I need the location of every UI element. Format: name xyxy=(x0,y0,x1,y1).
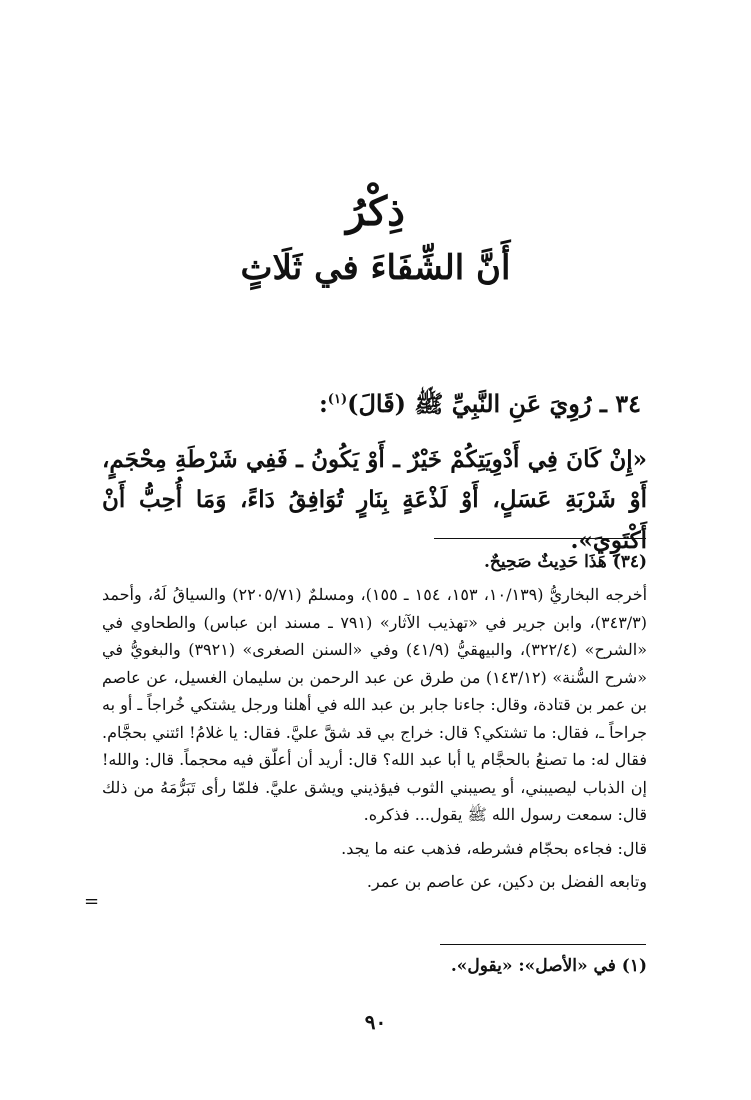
hadith-grade: (٣٤) هَذَا حَدِيثٌ صَحِيحٌ. xyxy=(483,552,647,572)
hadith-intro-colon: : xyxy=(318,389,328,418)
chapter-heading-line-2: أَنَّ الشِّفَاءَ في ثَلَاثٍ xyxy=(240,248,511,288)
hadith-intro-text: ٣٤ ـ رُوِيَ عَنِ النَّبِيِّ ﷺ (قَالَ) xyxy=(347,389,641,418)
hadith-intro xyxy=(81,388,641,419)
commentary xyxy=(102,548,647,896)
footnote: (١) في «الأصل»: «يقول». xyxy=(450,956,647,976)
footnote-reference: (١) xyxy=(327,392,348,407)
commentary-paragraph: وتابعه الفضل بن دكين، عن عاصم بن عمر. xyxy=(366,872,647,892)
footnote-divider xyxy=(440,944,646,945)
page-number: ٩٠ xyxy=(364,1010,387,1034)
commentary-paragraph: أخرجه البخاريُّ (١٠/١٣٩، ١٥٣، ١٥٤ ـ ١٥٥)، ومسلمٌ (٢٢٠٥/٧١) والسياقُ لَهُ، وأحمد (٣٤٣/٣)، وابن جرير في «تهذيب الآثار» (٧٩١ ـ مسند ابن عباس) والطحاوي في «الشرح» (٣٢٢/٤)، والبيهقيُّ (٤١/٩) وفي «السنن الصغرى» (٣٩٢١) والبغويُّ في «شرح السُّنة» (١٤٣/١٢) من طرق عن عبد الرحمن بن سليمان الغسيل، عن عاصم بن عمر بن قتادة، وقال: جاءنا جابر بن عبد الله في أهلنا ورجل يشتكي خُراجاً ـ أو به جراحاً ـ، فقال: ما تشتكي؟ قال: خراج بي قد شقَّ عليَّ. فقال: يا غلامُ! ائتني بحجَّام. فقال له: ما تصنعُ بالحجَّام يا أبا عبد الله؟ قال: أريد أن أعلّق فيه محجماً. قال: والله! إن الذباب ليصيبني، أو يصيبني الثوب فيؤذيني ويشق عليَّ. فلمّا رأى تَبَرُّمَهُ من ذلك قال: سمعت رسول الله ﷺ يقول... فذكره. xyxy=(102,585,648,825)
hadith-text: «إِنْ كَانَ فِي أَدْوِيَتِكُمْ خَيْرٌ ـ أَوْ يَكُونُ ـ فَفِي شَرْطَةِ مِحْجَمٍ، أَوْ شَرْبَةِ عَسَلٍ، أَوْ لَذْعَةٍ بِنَارٍ تُوَافِقُ دَاءً، وَمَا أُحِبُّ أَنْ أَكْتَوِيَ». xyxy=(102,446,647,554)
commentary-divider xyxy=(434,538,646,539)
chapter-heading-line-1: ذِكْرُ xyxy=(346,188,405,235)
commentary-paragraph: قال: فجاءه بحجّام فشرطه، فذهب عنه ما يجد. xyxy=(341,838,647,858)
continuation-mark: = xyxy=(84,891,100,912)
